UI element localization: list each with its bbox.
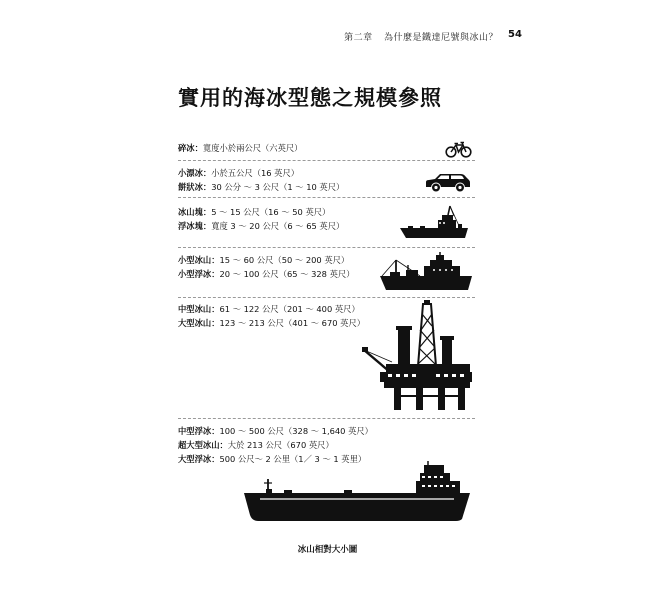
ice-type-label: 大型浮冰： — [178, 454, 220, 464]
tugboat-icon — [400, 204, 470, 240]
oil-rig-icon — [362, 300, 474, 412]
ice-type-label: 超大型冰山： — [178, 440, 228, 450]
ice-size-text: 小於五公尺（16 英尺） — [211, 168, 300, 178]
ice-size-text: 500 公尺～ 2 公里（1／ 3 ～ 1 英里） — [219, 454, 367, 464]
ice-type-label: 浮冰塊： — [178, 221, 212, 231]
chapter-title: 為什麼是鐵達尼號與冰山？ — [383, 33, 498, 43]
trawler-icon — [380, 252, 473, 292]
ice-type-label: 餅狀冰： — [178, 182, 212, 192]
ice-size-text: 30 公分 ～ 3 公尺（1 ～ 10 英尺） — [211, 182, 345, 192]
ice-type-label: 小型冰山： — [178, 255, 220, 265]
ice-size-text: 123 ～ 213 公尺（401 ～ 670 英尺） — [219, 318, 366, 328]
cargo-ship-icon — [244, 461, 472, 523]
ice-type-label: 中型浮冰： — [178, 426, 220, 436]
chapter-label: 第二章 — [344, 33, 373, 43]
ice-size-text: 20 ～ 100 公尺（65 ～ 328 英尺） — [219, 269, 355, 279]
page-number: 54 — [508, 29, 522, 40]
ice-size-text: 100 ～ 500 公尺（328 ～ 1,640 英尺） — [219, 426, 373, 436]
ice-size-text: 大於 213 公尺（670 英尺） — [227, 440, 334, 450]
ice-size-text: 寬度小於兩公尺（六英尺） — [202, 143, 303, 153]
bicycle-icon — [445, 141, 472, 158]
ice-size-text: 61 ～ 122 公尺（201 ～ 400 英尺） — [219, 304, 360, 314]
entry-line — [178, 424, 475, 438]
ice-type-label: 小漂冰： — [178, 168, 212, 178]
entry-line — [178, 438, 475, 452]
ice-type-label: 中型冰山： — [178, 304, 220, 314]
figure-caption: 冰山相對大小圖 — [297, 545, 358, 555]
page-title: 實用的海冰型態之規模參照 — [178, 85, 442, 110]
ice-type-label: 大型冰山： — [178, 318, 220, 328]
car-icon — [425, 173, 471, 193]
running-head — [344, 30, 498, 43]
ice-size-text: 5 ～ 15 公尺（16 ～ 50 英尺） — [211, 207, 331, 217]
entry-line — [178, 141, 475, 155]
ice-size-text: 寬度 3 ～ 20 公尺（6 ～ 65 英尺） — [211, 221, 345, 231]
ice-type-label: 小型浮冰： — [178, 269, 220, 279]
ice-type-label: 碎冰： — [178, 143, 203, 153]
ice-type-label: 冰山塊： — [178, 207, 212, 217]
ice-size-text: 15 ～ 60 公尺（50 ～ 200 英尺） — [219, 255, 350, 265]
ice-size-entry — [178, 138, 475, 161]
